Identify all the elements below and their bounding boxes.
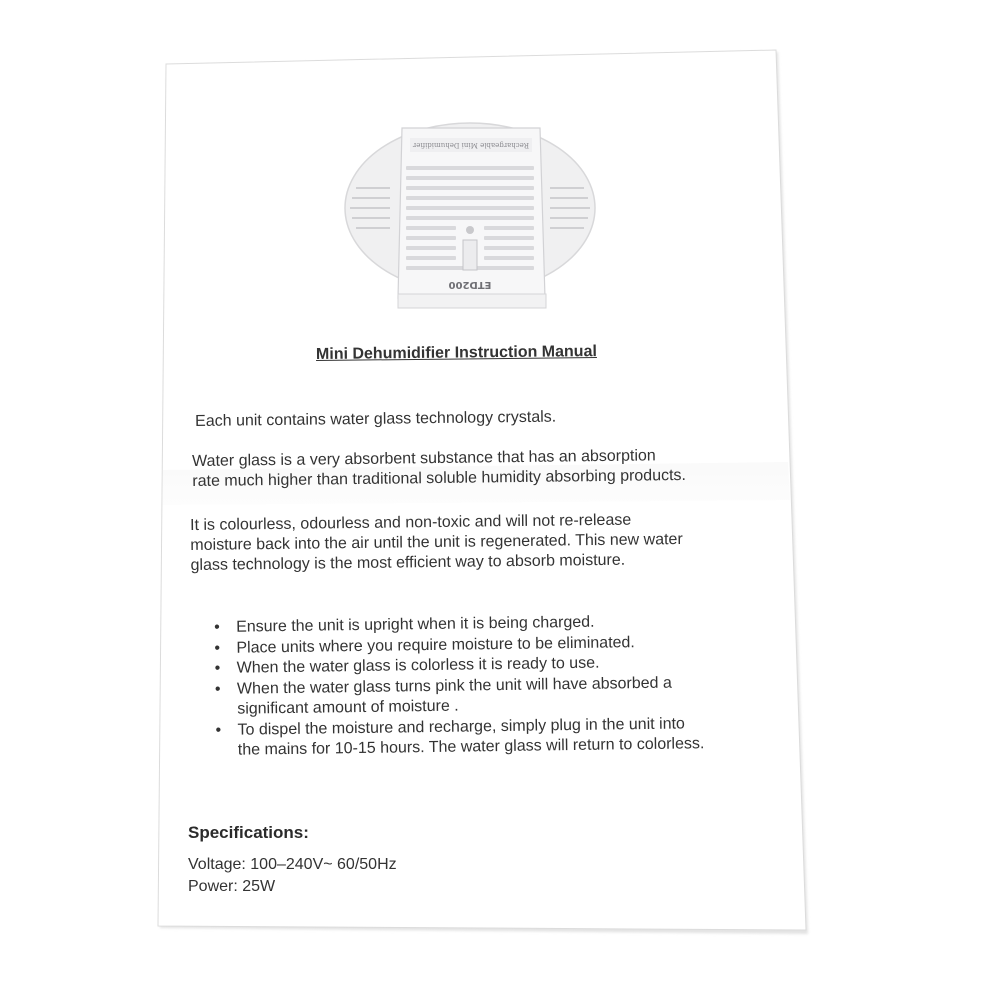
page-title: Mini Dehumidifier Instruction Manual (315, 343, 597, 363)
list-item-text: Ensure the unit is upright when it is being charged. (236, 613, 595, 636)
usage-instructions-list (214, 611, 705, 761)
bullet-icon: • (214, 680, 221, 698)
bullet-icon: • (214, 639, 221, 657)
device-top-label: Rechargeable Mini Dehumidifier (412, 141, 530, 149)
bullet-icon: • (215, 721, 222, 739)
list-item-text: Place units where you require moisture to be eliminated. (236, 633, 635, 657)
spec-voltage: Voltage: 100–240V~ 60/50Hz (188, 856, 397, 873)
bullet-icon: • (214, 659, 221, 677)
list-item (215, 714, 704, 762)
list-item (215, 673, 704, 721)
paragraph-intro: Each unit contains water glass technology crystals. (195, 408, 557, 430)
dehumidifier-product-photo (340, 118, 600, 318)
list-item-text: When the water glass turns pink the unit will have absorbed a significant amount of moisture . (236, 674, 672, 718)
paragraph-properties: It is colourless, odourless and non-toxic and will not re-release moisture back into the air until the unit is regenerated. This new water glass technology is the most efficient way to absorb moisture. (190, 511, 683, 574)
spec-power: Power: 25W (188, 878, 276, 895)
model-label: ETD200 (448, 279, 492, 290)
paragraph-absorption: Water glass is a very absorbent substance that has an absorption rate much higher than traditional soluble humidity absorbing products. (192, 447, 687, 490)
list-item-text: To dispel the moisture and recharge, simply plug in the unit into the mains for 10-15 hours. The water glass will return to colorless. (237, 714, 705, 759)
bullet-icon: • (214, 618, 220, 636)
specifications-heading: Specifications: (188, 823, 309, 842)
list-item-text: When the water glass is colorless it is ready to use. (236, 654, 600, 677)
